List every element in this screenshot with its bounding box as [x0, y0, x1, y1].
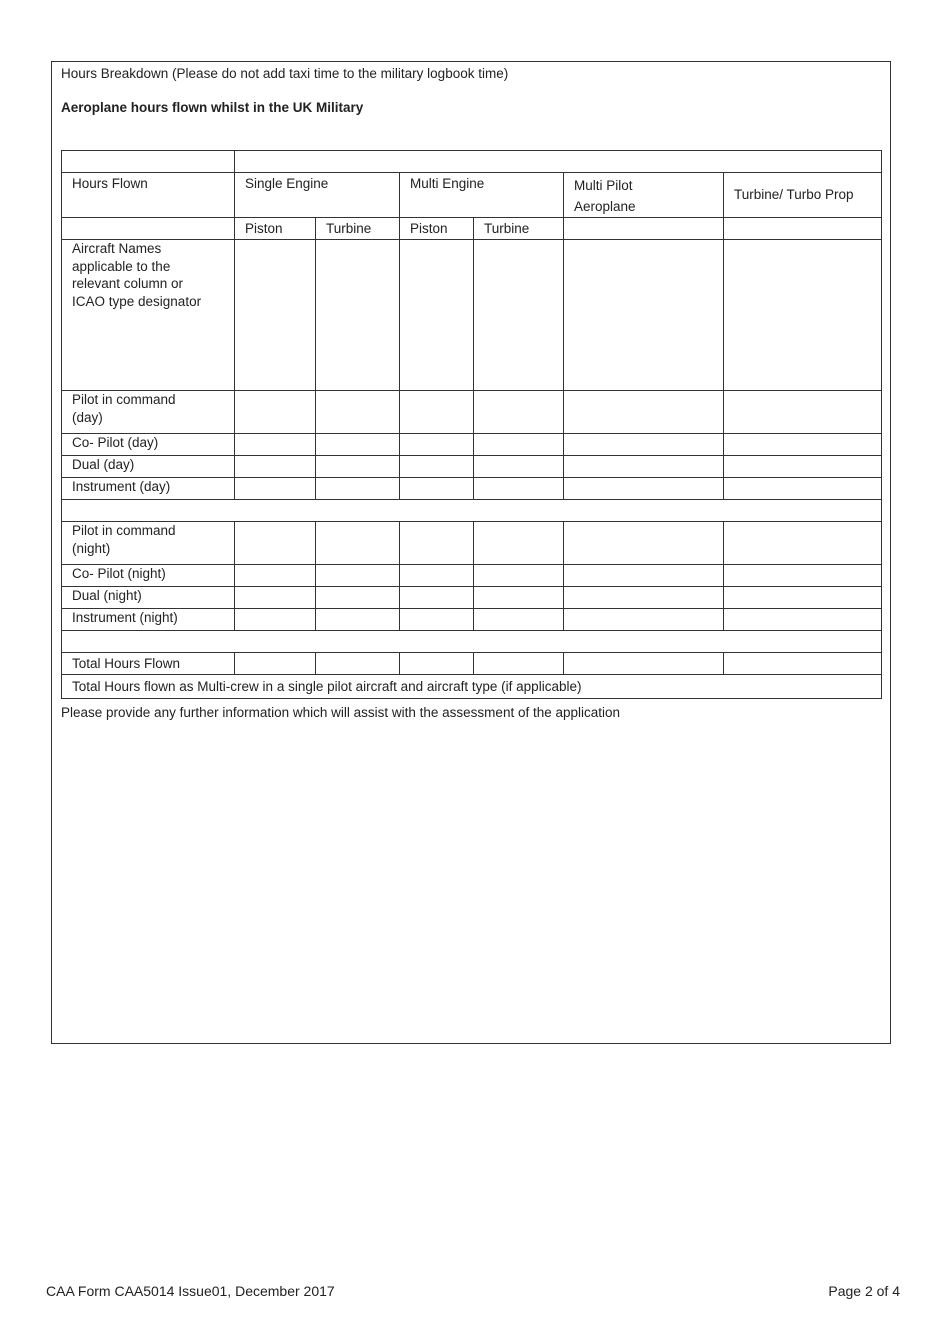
- row-label-pic-day: Pilot in command (day): [62, 391, 235, 434]
- row-label-multicrew: Total Hours flown as Multi-crew in a single pilot aircraft and aircraft type (if applicable): [62, 675, 882, 699]
- subheader-blank: [724, 218, 882, 240]
- entry-cell[interactable]: [724, 653, 882, 675]
- entry-cell[interactable]: [235, 609, 316, 631]
- entry-cell[interactable]: [316, 240, 400, 391]
- entry-cell[interactable]: [724, 587, 882, 609]
- entry-cell[interactable]: [724, 240, 882, 391]
- form-reference: CAA Form CAA5014 Issue01, December 2017: [46, 1283, 335, 1299]
- entry-cell[interactable]: [564, 565, 724, 587]
- entry-cell[interactable]: [564, 478, 724, 500]
- entry-cell[interactable]: [235, 522, 316, 565]
- entry-cell[interactable]: [564, 609, 724, 631]
- page-number: Page 2 of 4: [828, 1283, 900, 1299]
- entry-cell[interactable]: [400, 434, 474, 456]
- row-label-instrument-day: Instrument (day): [62, 478, 235, 500]
- header-multi-pilot-line2: Aeroplane: [574, 199, 636, 214]
- entry-cell[interactable]: [235, 240, 316, 391]
- hours-breakdown-intro: Hours Breakdown (Please do not add taxi time to the military logbook time): [61, 66, 509, 81]
- entry-cell[interactable]: [724, 391, 882, 434]
- entry-cell[interactable]: [316, 565, 400, 587]
- entry-cell[interactable]: [474, 456, 564, 478]
- table-row: [62, 587, 882, 609]
- entry-cell[interactable]: [235, 587, 316, 609]
- top-blank-cell: [62, 151, 235, 173]
- entry-cell[interactable]: [316, 434, 400, 456]
- entry-cell[interactable]: [235, 391, 316, 434]
- row-label-total: Total Hours Flown: [62, 653, 235, 675]
- entry-cell[interactable]: [316, 478, 400, 500]
- entry-cell[interactable]: [316, 609, 400, 631]
- entry-cell[interactable]: [564, 240, 724, 391]
- entry-cell[interactable]: [474, 565, 564, 587]
- row-label-copilot-night: Co- Pilot (night): [62, 565, 235, 587]
- entry-cell[interactable]: [724, 478, 882, 500]
- row-label-dual-night: Dual (night): [62, 587, 235, 609]
- entry-cell[interactable]: [316, 653, 400, 675]
- table-row: [62, 240, 882, 391]
- table-row: [62, 456, 882, 478]
- top-blank-cell: [235, 151, 882, 173]
- table-row: [62, 478, 882, 500]
- row-label-pic-night: Pilot in command (night): [62, 522, 235, 565]
- table-row: [62, 565, 882, 587]
- row-label-instrument-night: Instrument (night): [62, 609, 235, 631]
- spacer-cell: [62, 500, 882, 522]
- header-turbine-turbo-prop: Turbine/ Turbo Prop: [724, 173, 882, 218]
- entry-cell[interactable]: [316, 391, 400, 434]
- subheader-multi-piston: Piston: [400, 218, 474, 240]
- table-row: [62, 391, 882, 434]
- spacer-cell: [62, 631, 882, 653]
- entry-cell[interactable]: [724, 609, 882, 631]
- entry-cell[interactable]: [564, 434, 724, 456]
- table-row: [62, 653, 882, 675]
- entry-cell[interactable]: [474, 434, 564, 456]
- subheader-blank: [564, 218, 724, 240]
- entry-cell[interactable]: [474, 478, 564, 500]
- entry-cell[interactable]: [400, 653, 474, 675]
- header-multi-pilot: [564, 173, 724, 218]
- entry-cell[interactable]: [564, 653, 724, 675]
- entry-cell[interactable]: [474, 653, 564, 675]
- entry-cell[interactable]: [400, 522, 474, 565]
- entry-cell[interactable]: [400, 565, 474, 587]
- entry-cell[interactable]: [235, 434, 316, 456]
- entry-cell[interactable]: [474, 609, 564, 631]
- subheader-single-turbine: Turbine: [316, 218, 400, 240]
- header-hours-flown: Hours Flown: [62, 173, 235, 218]
- entry-cell[interactable]: [724, 522, 882, 565]
- entry-cell[interactable]: [400, 456, 474, 478]
- entry-cell[interactable]: [724, 565, 882, 587]
- table-row: [62, 434, 882, 456]
- header-single-engine: Single Engine: [235, 173, 400, 218]
- entry-cell[interactable]: [400, 609, 474, 631]
- row-label-copilot-day: Co- Pilot (day): [62, 434, 235, 456]
- entry-cell[interactable]: [564, 522, 724, 565]
- section-heading: Aeroplane hours flown whilst in the UK Military: [61, 100, 364, 115]
- hours-table: [61, 150, 882, 699]
- entry-cell[interactable]: [235, 653, 316, 675]
- entry-cell[interactable]: [400, 478, 474, 500]
- entry-cell[interactable]: [400, 587, 474, 609]
- row-label-dual-day: Dual (day): [62, 456, 235, 478]
- entry-cell[interactable]: [400, 391, 474, 434]
- entry-cell[interactable]: [724, 434, 882, 456]
- table-row: [62, 522, 882, 565]
- table-spacer-row: [62, 500, 882, 522]
- table-header-row: [62, 173, 882, 218]
- header-multi-pilot-line1: Multi Pilot: [574, 178, 633, 193]
- table-row: [62, 609, 882, 631]
- entry-cell[interactable]: [235, 456, 316, 478]
- entry-cell[interactable]: [564, 587, 724, 609]
- further-info-label: Please provide any further information which will assist with the assessment of the application: [61, 705, 621, 720]
- subheader-blank: [62, 218, 235, 240]
- table-spacer-row: [62, 631, 882, 653]
- table-subheader-row: [62, 218, 882, 240]
- entry-cell[interactable]: [474, 587, 564, 609]
- subheader-single-piston: Piston: [235, 218, 316, 240]
- entry-cell[interactable]: [474, 240, 564, 391]
- entry-cell[interactable]: [316, 587, 400, 609]
- header-multi-engine: Multi Engine: [400, 173, 564, 218]
- entry-cell[interactable]: [316, 456, 400, 478]
- table-row: [62, 675, 882, 699]
- entry-cell[interactable]: [474, 522, 564, 565]
- entry-cell[interactable]: [564, 391, 724, 434]
- entry-cell[interactable]: [724, 456, 882, 478]
- entry-cell[interactable]: [400, 240, 474, 391]
- entry-cell[interactable]: [235, 478, 316, 500]
- entry-cell[interactable]: [564, 456, 724, 478]
- entry-cell[interactable]: [235, 565, 316, 587]
- subheader-multi-turbine: Turbine: [474, 218, 564, 240]
- entry-cell[interactable]: [316, 522, 400, 565]
- further-info-textarea[interactable]: [61, 730, 881, 1035]
- table-top-row: [62, 151, 882, 173]
- row-label-aircraft-names: Aircraft Names applicable to the relevant column or ICAO type designator: [62, 240, 235, 391]
- entry-cell[interactable]: [474, 391, 564, 434]
